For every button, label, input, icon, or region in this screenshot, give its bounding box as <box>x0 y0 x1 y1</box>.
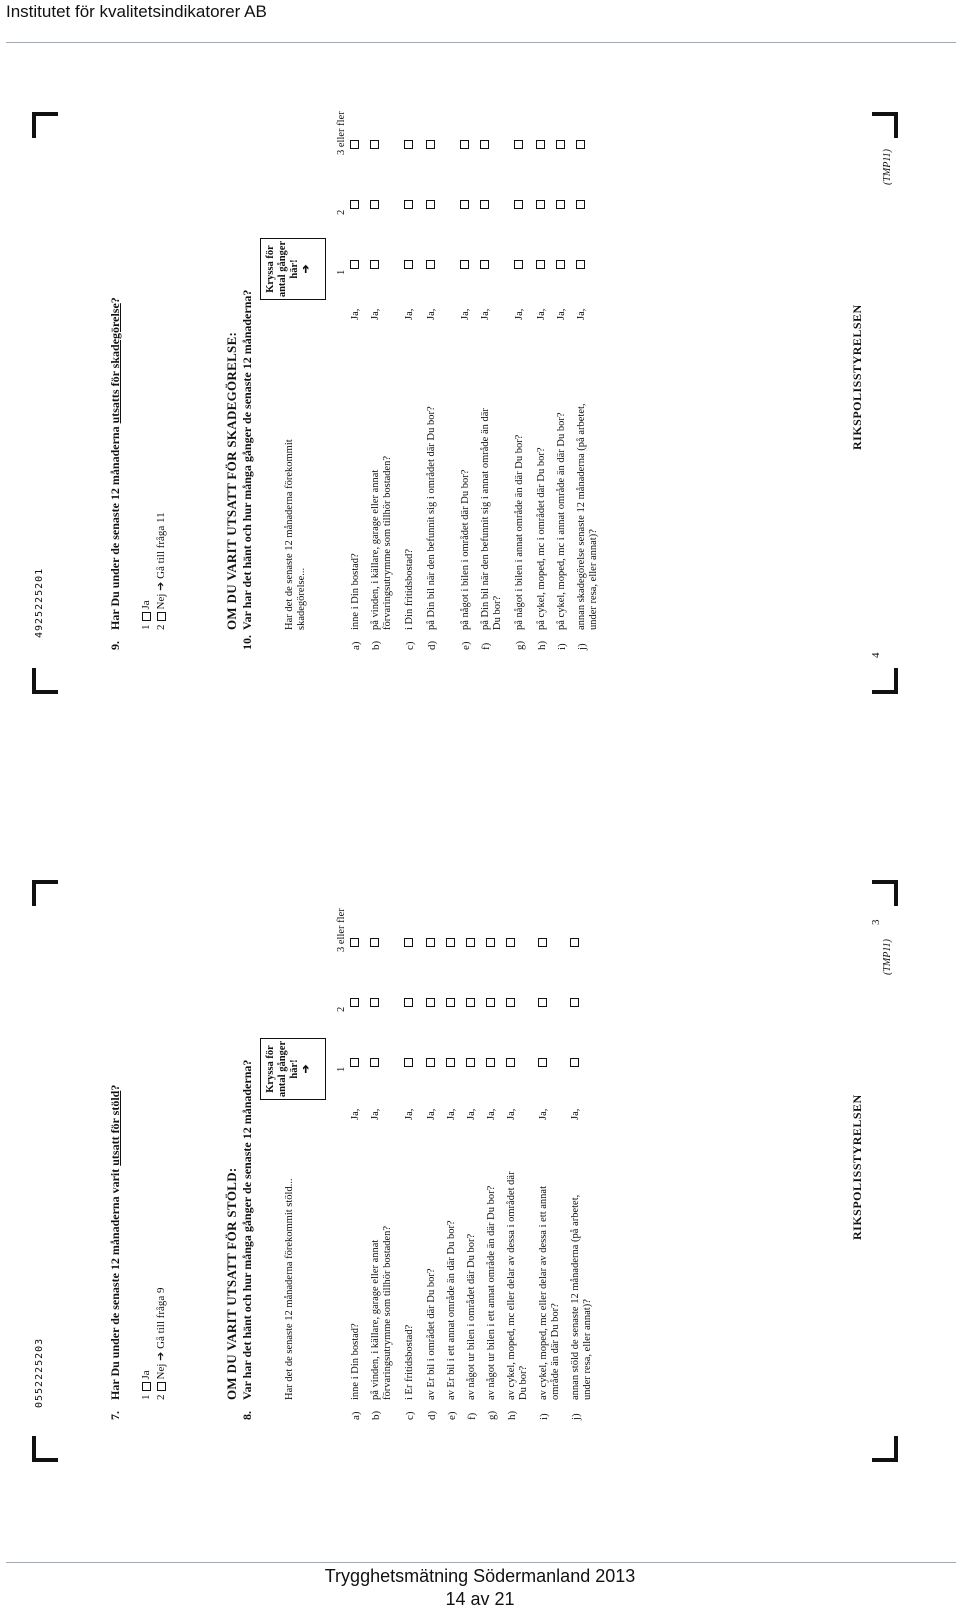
checkbox[interactable] <box>460 140 469 149</box>
checkbox[interactable] <box>370 260 379 269</box>
checkbox[interactable] <box>460 200 469 209</box>
checkbox[interactable] <box>426 260 435 269</box>
checkbox[interactable] <box>350 998 359 1007</box>
question-number: 8. <box>240 1411 254 1420</box>
checkbox[interactable] <box>538 1058 547 1067</box>
form-page-4-footer <box>840 80 920 660</box>
checkbox[interactable] <box>514 140 523 149</box>
checkbox[interactable] <box>350 1058 359 1067</box>
answer-option-ja[interactable]: 1Ja <box>140 600 152 630</box>
checkbox[interactable] <box>370 1058 379 1067</box>
form-page-3-footer <box>840 850 920 1430</box>
column-header: 3 eller fler <box>336 908 347 952</box>
barcode-number: 0552225203 <box>34 1337 45 1408</box>
checkbox[interactable] <box>426 998 435 1007</box>
checkbox[interactable] <box>404 1058 413 1067</box>
footer-rule <box>6 1562 956 1563</box>
checkbox[interactable] <box>570 1058 579 1067</box>
answer-option-nej[interactable]: 2Nej ➔ Gå till fråga 9 <box>155 1287 167 1400</box>
crop-mark <box>32 1436 58 1462</box>
question-number: 7. <box>108 1411 122 1420</box>
checkbox[interactable] <box>556 260 565 269</box>
question-text: Har Du under de senaste 12 månaderna utsatts för skadegörelse? <box>108 297 122 630</box>
checkbox[interactable] <box>514 260 523 269</box>
column-header: 2 <box>336 1006 347 1012</box>
checkbox[interactable] <box>536 200 545 209</box>
checkbox[interactable] <box>480 200 489 209</box>
checkbox[interactable] <box>142 613 151 622</box>
kryssa-instruction-box: Kryssa för antal gånger här! ➔ <box>260 238 326 300</box>
form-page-3: 0552225203 7. Har Du under de senaste 12 månaderna varit utsatt för stöld? 1Ja 2Nej ➔ Gå till fråga 9 OM DU VARIT UTSATT FÖR STÖLD: 8. Var har det hänt och hur många gånger de senaste 12 månaderna? Kryssa för antal gånger här! ➔ Har det de senaste 12 månaderna förekommit stöld... 1 2 3 eller fler a) inne i Din bostad? Ja, b) på vinden, i källare, garage eller annat förvaringsutrymme som tillhör bostaden? Ja, c) i Er fritidsbostad? Ja, d) av Er bil i området där Du bor? Ja, e) av Er bil i ett annat område än där Du bor? Ja, f) av något ur bilen i området där Du bor? Ja, g) av något ur bilen i ett annat område än där Du bor? Ja, h) av cykel, moped, mc eller delar av dessa i området där Du bor? Ja, i) av cykel, moped, mc eller delar av dessa i ett annat område än där Du bor? Ja, j) annan stöld de senaste 12 månaderna (på arbetet, under resa, eller annat)? Ja, <box>34 908 593 1420</box>
checkbox[interactable] <box>514 200 523 209</box>
checkbox[interactable] <box>486 938 495 947</box>
question-text: Har Du under de senaste 12 månaderna varit utsatt för stöld? <box>108 1084 122 1400</box>
checkbox[interactable] <box>157 1383 166 1392</box>
question-text: Var har det hänt och hur många gånger de senaste 12 månaderna? <box>240 1059 254 1400</box>
arrow-right-icon: ➔ <box>155 1351 167 1361</box>
form-code: (TMP11) <box>882 149 893 185</box>
question-text: Var har det hänt och hur många gånger de senaste 12 månaderna? <box>240 289 254 630</box>
checkbox[interactable] <box>404 200 413 209</box>
agency-name: RIKSPOLISSTYRELSEN <box>850 1094 864 1240</box>
checkbox[interactable] <box>157 613 166 622</box>
arrow-down-icon: ➔ <box>301 1064 312 1074</box>
checkbox[interactable] <box>460 260 469 269</box>
intro-text: Har det de senaste 12 månaderna förekommit stöld... <box>284 1178 295 1400</box>
checkbox[interactable] <box>370 998 379 1007</box>
crop-mark <box>872 1436 898 1462</box>
header-rule <box>6 42 956 43</box>
checkbox[interactable] <box>370 140 379 149</box>
checkbox[interactable] <box>536 140 545 149</box>
checkbox[interactable] <box>350 200 359 209</box>
question-number: 9. <box>108 641 122 650</box>
answer-option-ja[interactable]: 1Ja <box>140 1370 152 1400</box>
agency-name: RIKSPOLISSTYRELSEN <box>850 304 864 450</box>
checkbox[interactable] <box>538 938 547 947</box>
checkbox[interactable] <box>426 200 435 209</box>
answer-option-nej[interactable]: 2Nej ➔ Gå till fråga 11 <box>155 512 167 630</box>
checkbox[interactable] <box>536 260 545 269</box>
crop-mark <box>32 668 58 694</box>
checkbox[interactable] <box>350 140 359 149</box>
checkbox[interactable] <box>426 1058 435 1067</box>
checkbox[interactable] <box>556 140 565 149</box>
checkbox[interactable] <box>426 140 435 149</box>
barcode-number: 4925225201 <box>34 567 45 638</box>
question-number: 10. <box>240 635 254 650</box>
column-header: 1 <box>336 269 347 275</box>
checkbox[interactable] <box>350 260 359 269</box>
checkbox[interactable] <box>446 1058 455 1067</box>
checkbox[interactable] <box>576 140 585 149</box>
checkbox[interactable] <box>404 938 413 947</box>
checkbox[interactable] <box>446 938 455 947</box>
page-number: 3 <box>870 919 882 925</box>
checkbox[interactable] <box>480 140 489 149</box>
checkbox[interactable] <box>466 938 475 947</box>
column-header: 2 <box>336 209 347 215</box>
checkbox[interactable] <box>486 998 495 1007</box>
checkbox[interactable] <box>446 998 455 1007</box>
checkbox[interactable] <box>404 998 413 1007</box>
document-header: Institutet för kvalitetsindikatorer AB <box>6 2 267 21</box>
footer-title: Trygghetsmätning Södermanland 2013 <box>324 1566 636 1586</box>
checkbox[interactable] <box>404 260 413 269</box>
checkbox[interactable] <box>370 200 379 209</box>
checkbox[interactable] <box>570 998 579 1007</box>
checkbox[interactable] <box>506 998 515 1007</box>
checkbox[interactable] <box>142 1383 151 1392</box>
checkbox[interactable] <box>480 260 489 269</box>
checkbox[interactable] <box>576 200 585 209</box>
intro-text: Har det de senaste 12 månaderna förekommit skadegörelse... <box>284 439 307 630</box>
checkbox[interactable] <box>370 938 379 947</box>
checkbox[interactable] <box>538 998 547 1007</box>
checkbox[interactable] <box>486 1058 495 1067</box>
form-page-4: 4925225201 9. Har Du under de senaste 12 månaderna utsatts för skadegörelse? 1Ja 2Nej ➔ Gå till fråga 11 OM DU VARIT UTSATT FÖR SKADEGÖRELSE: 10. Var har det hänt och hur många gånger de senaste 12 månaderna? Kryssa för antal gånger här! ➔ Har det de senaste 12 månaderna förekommit skadegörelse... 1 2 3 eller fler a) inne i Din bostad? Ja, b) på vinden, i källare, garage eller annat förvaringsutrymme som tillhör bostaden? Ja, c) i Din fritidsbostad? Ja, d) på Din bil när den befunnit sig i området där Du bor? Ja, e) på något i bilen i området där Du bor? Ja, f) på Din bil när den befunnit sig i annat område än där Du bor? Ja, g) på något i bilen i annat område än där Du bor? Ja, h) på cykel, moped, mc i området där Du bor? Ja, i) på cykel, moped, mc i annat område än där Du bor? Ja, j) annan skadegörelse senaste 12 månaderna (på arbetet, under resa, eller annat)? Ja, <box>34 111 599 650</box>
checkbox[interactable] <box>556 200 565 209</box>
checkbox[interactable] <box>466 1058 475 1067</box>
checkbox[interactable] <box>404 140 413 149</box>
checkbox[interactable] <box>426 938 435 947</box>
section-heading: OM DU VARIT UTSATT FÖR SKADEGÖRELSE: <box>224 331 239 630</box>
checkbox[interactable] <box>506 938 515 947</box>
kryssa-instruction-box: Kryssa för antal gånger här! ➔ <box>260 1038 326 1100</box>
arrow-down-icon: ➔ <box>301 264 312 274</box>
crop-mark <box>872 668 898 694</box>
section-heading: OM DU VARIT UTSATT FÖR STÖLD: <box>224 1167 239 1400</box>
form-code: (TMP11) <box>882 939 893 975</box>
checkbox[interactable] <box>350 938 359 947</box>
page-number: 4 <box>870 652 882 658</box>
column-header: 3 eller fler <box>336 111 347 155</box>
arrow-right-icon: ➔ <box>155 581 167 591</box>
checkbox[interactable] <box>506 1058 515 1067</box>
footer-page-indicator: 14 av 21 <box>445 1589 515 1609</box>
checkbox[interactable] <box>466 998 475 1007</box>
checkbox[interactable] <box>576 260 585 269</box>
checkbox[interactable] <box>570 938 579 947</box>
column-header: 1 <box>336 1066 347 1072</box>
